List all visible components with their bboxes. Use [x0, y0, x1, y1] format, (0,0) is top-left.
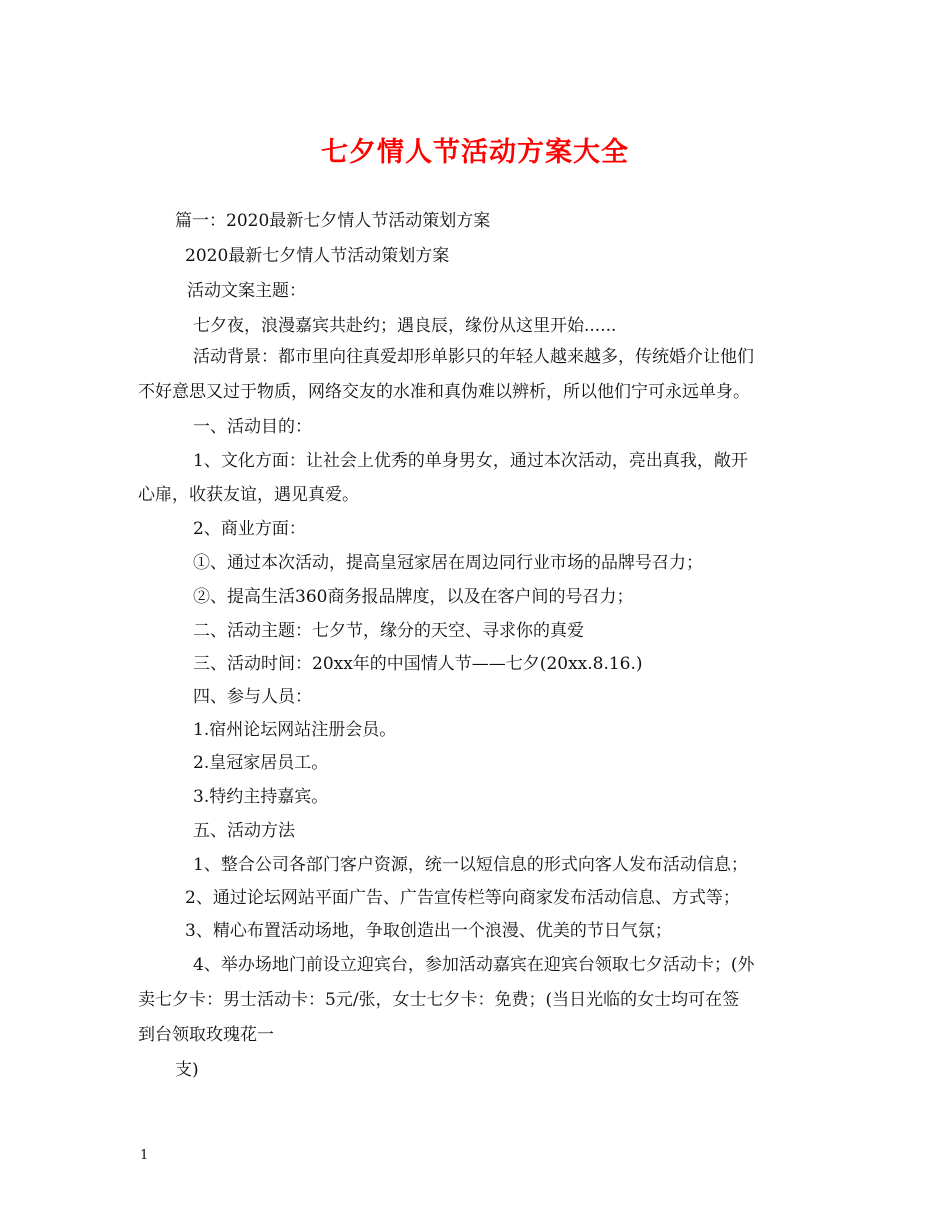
page-number: 1: [140, 1148, 149, 1163]
text-line: ①、通过本次活动，提高皇冠家居在周边同行业市场的品牌号召力；: [193, 553, 703, 573]
text-line: 4、举办场地门前设立迎宾台，参加活动嘉宾在迎宾台领取七夕活动卡；(外: [193, 955, 755, 975]
text-line: 1、文化方面：让社会上优秀的单身男女，通过本次活动，亮出真我，敞开: [193, 451, 748, 471]
text-line: 2、商业方面：: [193, 519, 306, 539]
text-line: 七夕夜，浪漫嘉宾共赴约；遇良辰，缘份从这里开始......: [193, 316, 617, 336]
text-line: ②、提高生活360商务报品牌度，以及在客户间的号召力；: [193, 587, 634, 607]
text-line: 二、活动主题：七夕节，缘分的天空、寻求你的真爱: [193, 621, 584, 641]
text-line: 一、活动目的：: [193, 417, 312, 437]
text-line: 三、活动时间：20xx年的中国情人节——七夕(20xx.8.16.): [193, 654, 643, 674]
text-line: 心扉，收获友谊，遇见真爱。: [138, 485, 359, 505]
text-line: 2.皇冠家居员工。: [193, 753, 329, 773]
text-line: 1.宿州论坛网站注册会员。: [193, 720, 397, 740]
text-line: 1、整合公司各部门客户资源，统一以短信息的形式向客人发布活动信息；: [193, 855, 748, 875]
text-line: 篇一：2020最新七夕情人节活动策划方案: [175, 211, 491, 231]
text-line: 五、活动方法: [193, 821, 295, 841]
text-line: 卖七夕卡：男士活动卡：5元/张，女士七夕卡：免费；(当日光临的女士均可在签: [138, 990, 740, 1010]
text-line: 不好意思又过于物质，网络交友的水准和真伪难以辨析，所以他们宁可永远单身。: [138, 382, 750, 402]
text-line: 支): [175, 1060, 199, 1080]
text-line: 到台领取玫瑰花一: [138, 1025, 274, 1045]
text-line: 2020最新七夕情人节活动策划方案: [185, 246, 450, 266]
text-line: 3.特约主持嘉宾。: [193, 787, 329, 807]
document-title: 七夕情人节活动方案大全: [321, 137, 629, 168]
text-line: 四、参与人员：: [193, 687, 312, 707]
text-line: 活动背景：都市里向往真爱却形单影只的年轻人越来越多，传统婚介让他们: [193, 347, 754, 367]
text-line: 活动文案主题：: [187, 281, 306, 301]
text-line: 3、精心布置活动场地，争取创造出一个浪漫、优美的节日气氛；: [185, 921, 672, 941]
text-line: 2、通过论坛网站平面广告、广告宣传栏等向商家发布活动信息、方式等；: [185, 888, 740, 908]
